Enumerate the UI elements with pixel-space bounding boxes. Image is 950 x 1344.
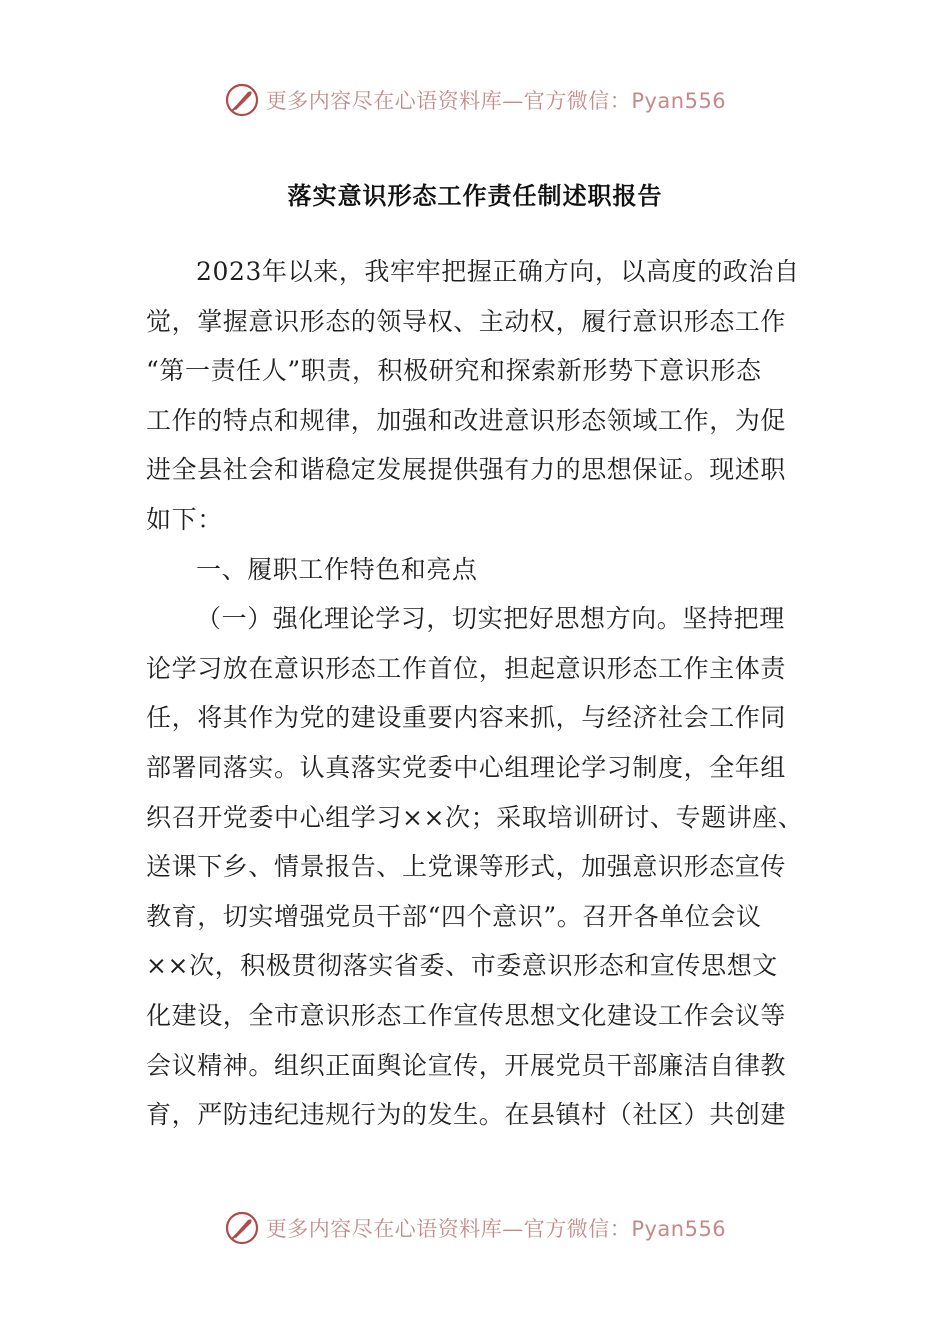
paragraph-line: 如下：	[146, 504, 223, 534]
paragraph-line: ××次，积极贯彻落实省委、市委意识形态和宣传思想文	[146, 951, 778, 981]
paragraph-line: 送课下乡、情景报告、上党课等形式，加强意识形态宣传	[146, 852, 787, 882]
paragraph-line: （一）强化理论学习，切实把好思想方向。坚持把理	[196, 604, 785, 634]
paragraph-line: 织召开党委中心组学习××次；采取培训研讨、专题讲座、	[146, 802, 804, 832]
paragraph-line: 会议精神。组织正面舆论宣传，开展党员干部廉洁自律教	[146, 1050, 787, 1080]
watermark-text: 更多内容尽在心语资料库—官方微信：Pyan556	[265, 89, 727, 113]
document-title: 落实意识形态工作责任制述职报告	[287, 182, 663, 210]
paragraph-line: 工作的特点和规律，加强和改进意识形态领域工作，为促	[146, 405, 787, 435]
wechat-id: Pyan556	[631, 89, 727, 113]
footer-watermark	[0, 1210, 950, 1246]
quill-logo-icon	[224, 1210, 260, 1246]
paragraph-line: 化建设，全市意识形态工作宣传思想文化建设工作会议等	[146, 1000, 787, 1030]
section-heading: 一、履职工作特色和亮点	[196, 554, 478, 584]
header-watermark	[0, 82, 950, 118]
wechat-id: Pyan556	[631, 1217, 727, 1241]
paragraph-line: 进全县社会和谐稳定发展提供强有力的思想保证。现述职	[146, 455, 787, 485]
quill-logo-icon	[224, 82, 260, 118]
paragraph-line: “第一责任人”职责，积极研究和探索新形势下意识形态	[146, 356, 762, 386]
paragraph-line: 觉，掌握意识形态的领导权、主动权，履行意识形态工作	[146, 306, 787, 336]
paragraph-line: 2023年以来，我牢牢把握正确方向，以高度的政治自	[196, 257, 800, 286]
watermark-text: 更多内容尽在心语资料库—官方微信：Pyan556	[265, 1217, 727, 1241]
paragraph-line: 育，严防违纪违规行为的发生。在县镇村（社区）共创建	[146, 1100, 787, 1130]
paragraph-line: 论学习放在意识形态工作首位，担起意识形态工作主体责	[146, 653, 787, 683]
paragraph-line: 部署同落实。认真落实党委中心组理论学习制度，全年组	[146, 752, 787, 782]
document-body	[146, 247, 804, 1140]
paragraph-line: 教育，切实增强党员干部“四个意识”。召开各单位会议	[146, 901, 762, 931]
paragraph-line: 任，将其作为党的建设重要内容来抓，与经济社会工作同	[146, 703, 787, 733]
